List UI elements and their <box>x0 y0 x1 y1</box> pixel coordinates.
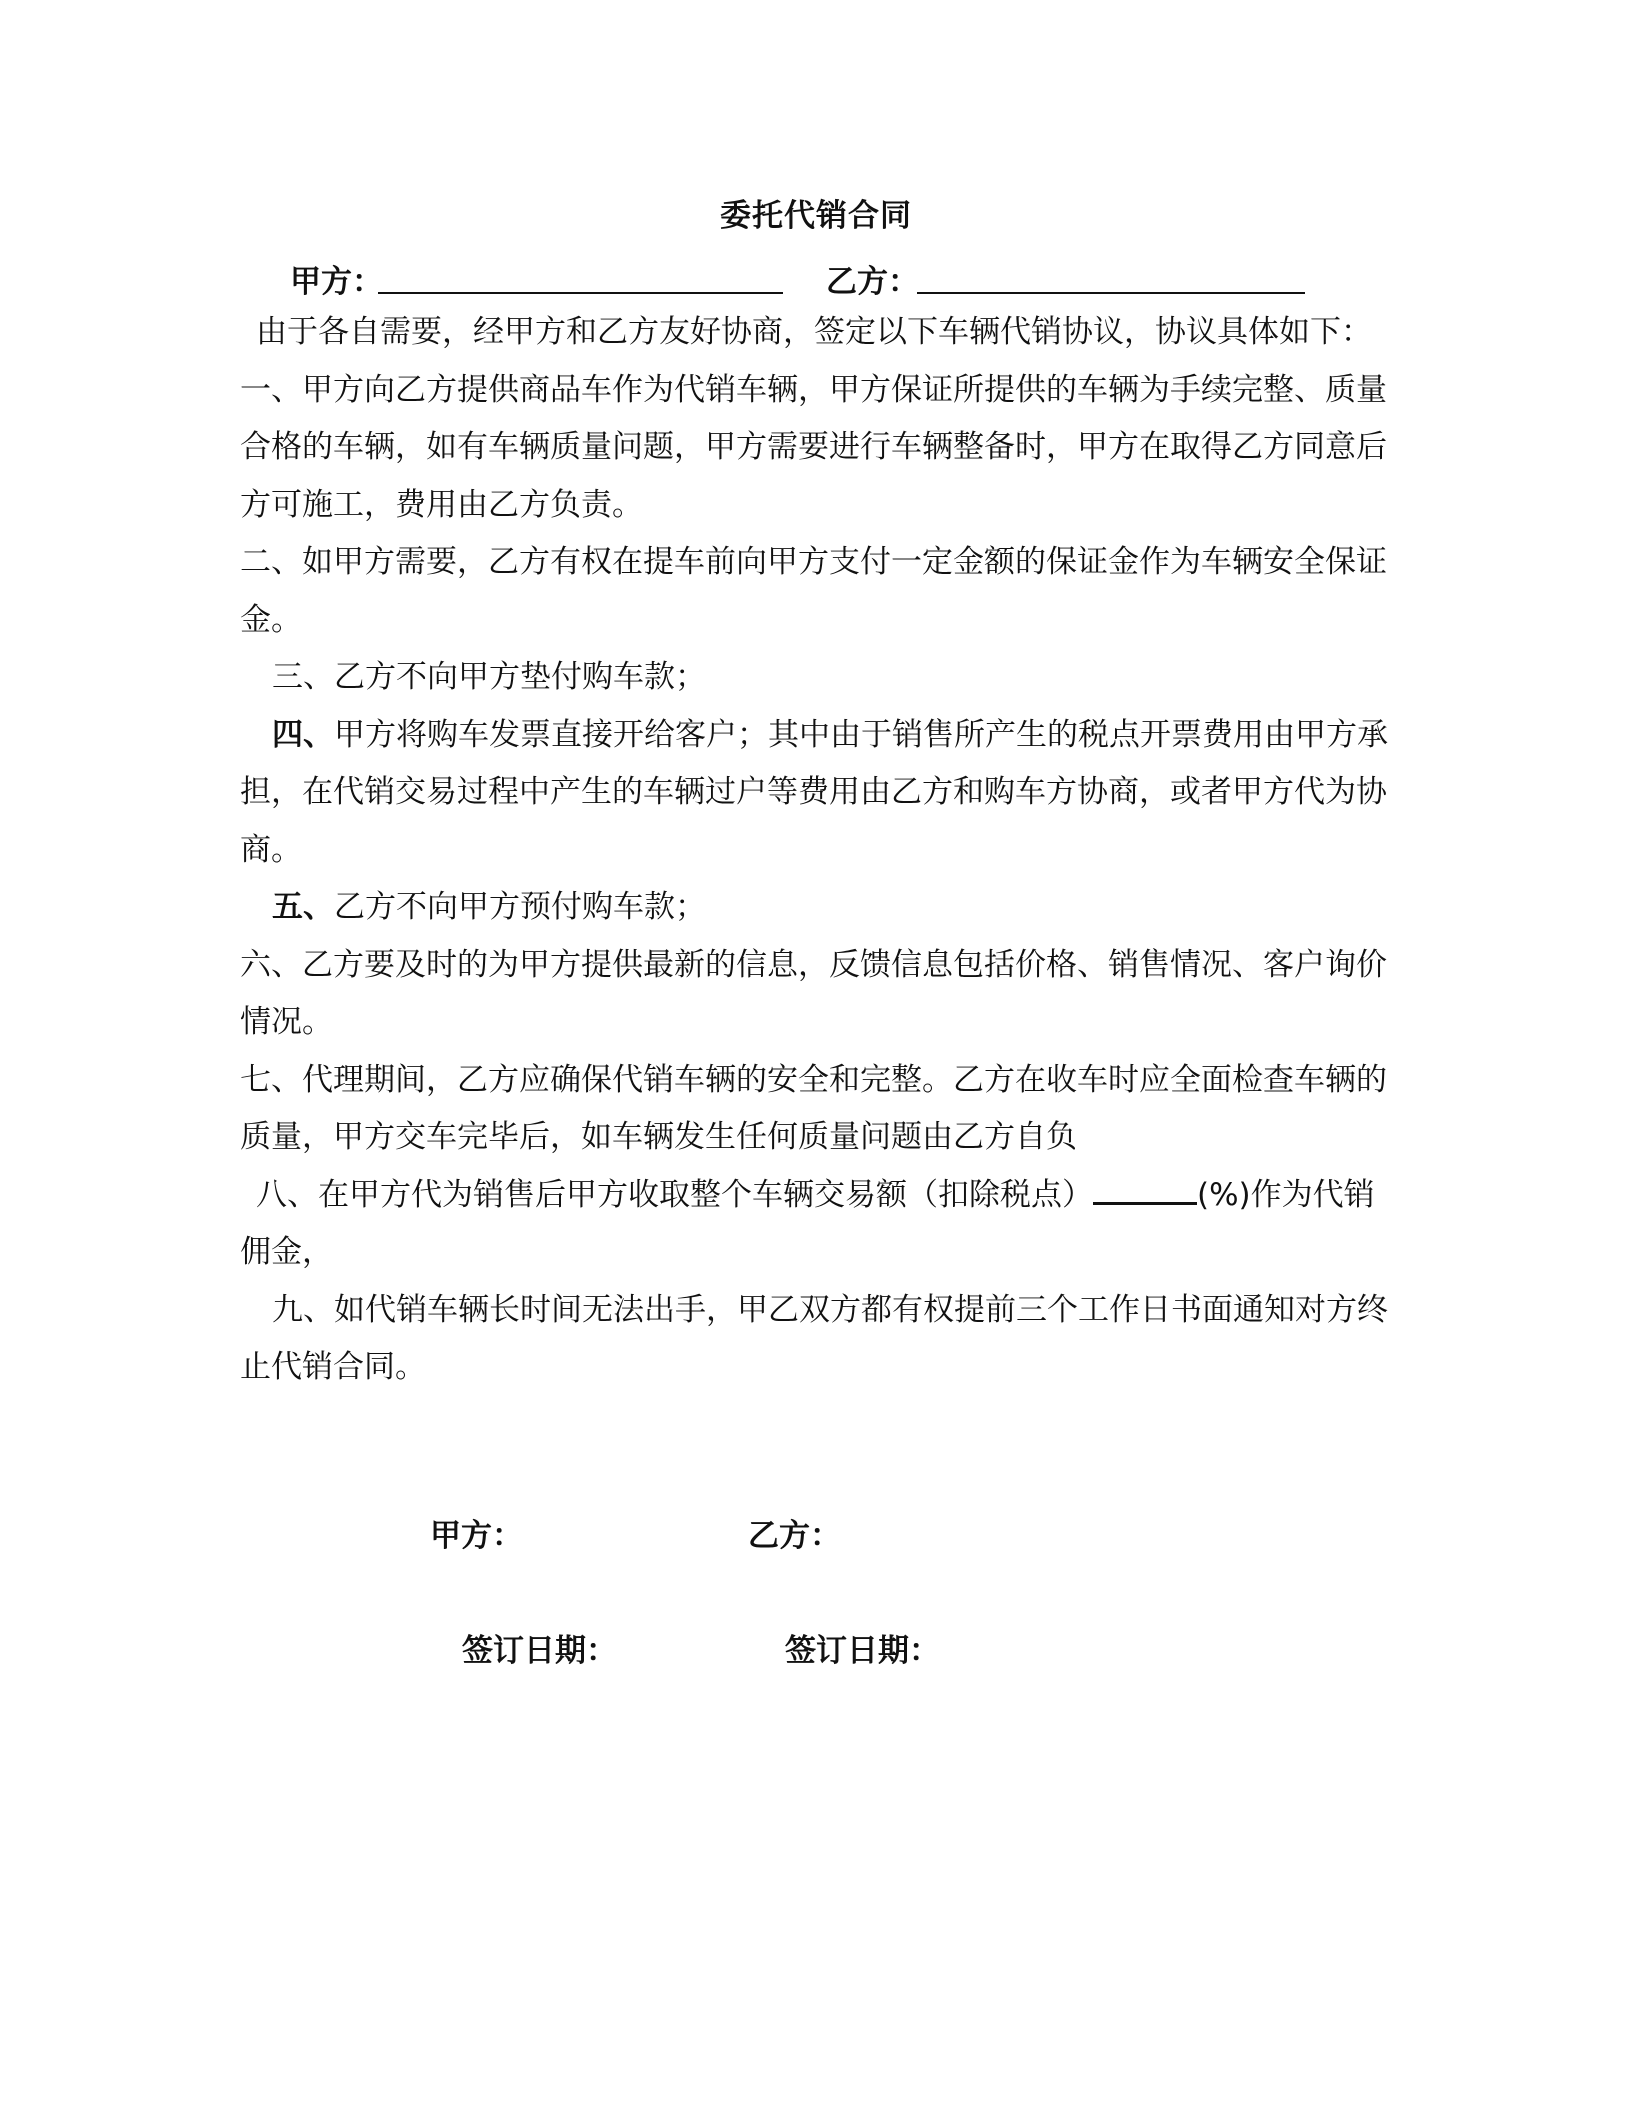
clause-4-number: 四、 <box>272 716 334 753</box>
clause-7: 七、代理期间，乙方应确保代销车辆的安全和完整。乙方在收车时应全面检查车辆的质量，甲方交车完毕后，如车辆发生任何质量问题由乙方自负 <box>240 1061 1387 1155</box>
party-a-label: 甲方： <box>290 264 383 300</box>
clause-2: 二、如甲方需要，乙方有权在提车前向甲方支付一定金额的保证金作为车辆安全保证金。 <box>240 544 1387 638</box>
signing-date-b: 签订日期： <box>785 1633 940 1669</box>
commission-percent-blank <box>1093 1176 1197 1205</box>
signing-date-a: 签订日期： <box>462 1633 617 1669</box>
signature-party-a: 甲方： <box>430 1518 523 1554</box>
clause-9: 九、如代销车辆长时间无法出手，甲乙双方都有权提前三个工作日书面通知对方终止代销合同。 <box>240 1291 1388 1385</box>
signature-party-b: 乙方： <box>748 1518 841 1554</box>
party-b-label: 乙方： <box>826 264 919 300</box>
intro-paragraph: 由于各自需要，经甲方和乙方友好协商，签定以下车辆代销协议，协议具体如下： <box>256 314 1372 350</box>
clause-5 <box>240 879 1390 937</box>
clause-4 <box>240 707 1390 880</box>
clause-6: 六、乙方要及时的为甲方提供最新的信息，反馈信息包括价格、销售情况、客户询价情况。 <box>240 946 1387 1040</box>
party-a-blank-line <box>378 292 783 294</box>
clause-5-text: 乙方不向甲方预付购车款； <box>334 889 706 925</box>
clause-3: 三、乙方不向甲方垫付购车款； <box>272 659 706 695</box>
clause-1: 一、甲方向乙方提供商品车作为代销车辆，甲方保证所提供的车辆为手续完整、质量合格的车辆，如有车辆质量问题，甲方需要进行车辆整备时，甲方在取得乙方同意后方可施工，费用由乙方负责。 <box>240 371 1387 523</box>
clause-8 <box>240 1167 1390 1282</box>
clause-8-text-before: 八、在甲方代为销售后甲方收取整个车辆交易额（扣除税点） <box>256 1176 1093 1213</box>
clause-8-text-after: (%)作为代销佣金， <box>240 1176 1375 1270</box>
contract-body <box>240 304 1390 1397</box>
clause-4-text: 甲方将购车发票直接开给客户；其中由于销售所产生的税点开票费用由甲方承担，在代销交易过程中产生的车辆过户等费用由乙方和购车方协商，或者甲方代为协商。 <box>240 716 1388 868</box>
clause-5-number: 五、 <box>272 889 334 925</box>
party-b-blank-line <box>917 292 1305 294</box>
document-title: 委托代销合同 <box>720 198 912 234</box>
